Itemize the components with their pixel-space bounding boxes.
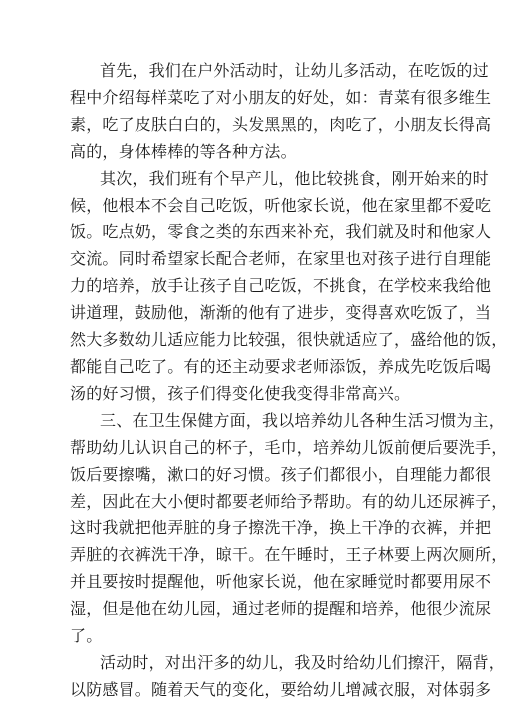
paragraph-2-line-9: 汤的好习惯，孩子们得变化使我变得非常高兴。 xyxy=(70,383,411,403)
paragraph-2-line-5: 力的培养，放手让孩子自己吃饭，不挑食，在学校来我给他 xyxy=(70,276,492,296)
paragraph-2-line-3: 饭。吃点奶，零食之类的东西来补充，我们就及时和他家人 xyxy=(70,222,492,242)
paragraph-2-line-8: 都能自己吃了。有的还主动要求老师添饭，养成先吃饭后喝 xyxy=(70,357,492,376)
paragraph-2-line-7: 然大多数幼儿适应能力比较强，很快就适应了，盛给他的饭， xyxy=(70,330,507,350)
paragraph-4-line-2: 以防感冒。随着天气的变化，要给幼儿增减衣服，对体弱多 xyxy=(70,679,492,699)
paragraph-2-line-2: 候，他根本不会自己吃饭，听他家长说，他在家里都不爱吃 xyxy=(70,195,492,215)
paragraph-1-line-1: 首先，我们在户外活动时，让幼儿多活动，在吃饭的过 xyxy=(100,61,489,80)
paragraph-1-line-2: 程中介绍每样菜吃了对小朋友的好处，如：青菜有很多维生 xyxy=(70,87,492,107)
paragraph-1-line-4: 高的，身体棒棒的等各种方法。 xyxy=(70,141,297,161)
paragraph-3-line-8: 湿，但是他在幼儿园，通过老师的提醒和培养，他很少流尿 xyxy=(70,599,492,619)
paragraph-3-line-5: 这时我就把他弄脏的身子擦洗干净，换上干净的衣裤，并把 xyxy=(70,518,492,538)
paragraph-3-line-3: 饭后要擦嘴，漱口的好习惯。孩子们都很小，自理能力都很 xyxy=(70,464,492,484)
paragraph-3-line-1: 三、在卫生保健方面，我以培养幼儿各种生活习惯为主， xyxy=(100,410,506,430)
paragraph-3-line-4: 差，因此在大小便时都要老师给予帮助。有的幼儿还尿裤子， xyxy=(70,491,507,511)
paragraph-4-line-1: 活动时，对出汗多的幼儿，我及时给幼儿们擦汗，隔背， xyxy=(100,653,506,673)
paragraph-3-line-2: 帮助幼儿认识自己的杯子，毛巾，培养幼儿饭前便后要洗手， xyxy=(70,437,507,457)
paragraph-3-line-7: 并且要按时提醒他，听他家长说，他在家睡觉时都要用尿不 xyxy=(70,572,492,592)
paragraph-2-line-1: 其次，我们班有个早产儿，他比较挑食，刚开始来的时 xyxy=(100,168,489,188)
paragraph-2-line-6: 讲道理，鼓励他，渐渐的他有了进步，变得喜欢吃饭了，当 xyxy=(70,303,492,323)
paragraph-1-line-3: 素，吃了皮肤白白的，头发黑黑的，肉吃了，小朋友长得高 xyxy=(70,114,492,134)
paragraph-3-line-6: 弄脏的衣裤洗干净，晾干。在午睡时，王子林要上两次厕所， xyxy=(70,545,507,565)
paragraph-2-line-4: 交流。同时希望家长配合老师，在家里也对孩子进行自理能 xyxy=(70,249,492,269)
paragraph-3-line-9: 了。 xyxy=(70,626,103,646)
